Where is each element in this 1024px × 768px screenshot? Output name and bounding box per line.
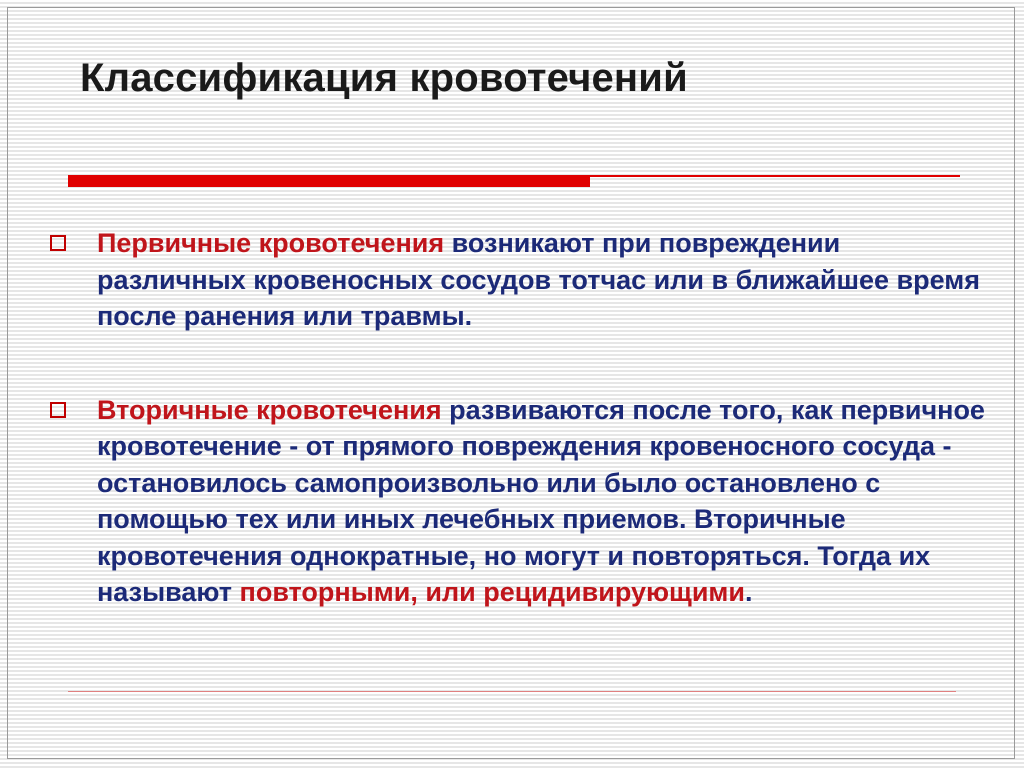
- bullet-term: Первичные кровотечения: [97, 228, 445, 258]
- bullet-highlight: повторными, или рецидивирующими: [239, 577, 746, 607]
- bullet-secondary-bleeding: [50, 392, 990, 611]
- title-underline-thick: [68, 175, 590, 187]
- title-underline-thin: [590, 175, 960, 177]
- slide-title: Классификация кровотечений: [80, 56, 688, 100]
- bullet-text: возникают при повреждении различных кровеносных сосудов тотчас или в ближайшее время после ранения или травмы.: [97, 228, 980, 331]
- bullet-list: [50, 225, 990, 611]
- footer-divider: [68, 691, 956, 692]
- bullet-text: развиваются после того, как первичное кровотечение - от прямого повреждения кровеносного сосуда - остановилось самопроизвольно или было остановлено с помощью тех или иных лечебных приемов. Вторичные кровотечения однократные, но могут и повторяться. Тогда их называют: [97, 394, 985, 607]
- bullet-primary-bleeding: [50, 225, 990, 335]
- hollow-square-icon: [50, 402, 66, 418]
- bullet-end: .: [745, 577, 753, 607]
- hollow-square-icon: [50, 235, 66, 251]
- bullet-term: Вторичные кровотечения: [97, 394, 442, 425]
